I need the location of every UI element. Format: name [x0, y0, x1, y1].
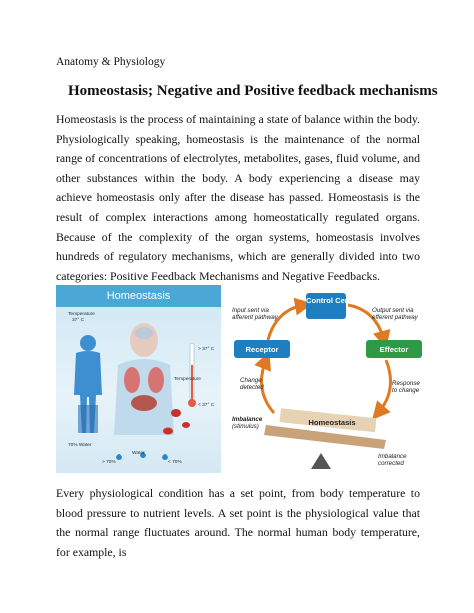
thermometer-icon — [188, 343, 196, 407]
course-header: Anatomy & Physiology — [56, 56, 166, 68]
input-line1: Input sent via — [232, 307, 269, 314]
page-title: Homeostasis; Negative and Positive feedback mechanisms — [68, 83, 438, 99]
effector-label: Effector — [379, 345, 409, 354]
imbalance-line1: Imbalance — [232, 416, 263, 423]
response-line1: Response — [392, 380, 420, 387]
right-temperature-label: Temperature — [174, 377, 201, 382]
change-line1: Change — [240, 377, 262, 384]
response-line2: to change — [392, 387, 420, 394]
water-low-label: < 70% — [168, 460, 182, 465]
homeostasis-plank-label: Homeostasis — [308, 418, 356, 427]
temperature-value: 37° C — [72, 318, 85, 323]
water-high-label: > 70% — [102, 460, 116, 465]
water-percent-label: 70% Water — [68, 443, 92, 448]
water-level — [78, 405, 98, 433]
temperature-label: Temperature — [68, 312, 95, 317]
intro-paragraph: Homeostasis is the process of maintaining a state of balance within the body. Physiologically speaking, homeostasis is the maintenance of the normal range of concentrations of electrolytes, metabolites, gases, fluid volume, and other substances within the body. A body experiencing a disease may achieve homeostasis only after the disease has passed. Homeostasis is the result of complex interactions among homeostatically regulated organs. Because of the complexity of the organ systems, homeostasis involves hundreds of regulatory mechanisms, which are generally divided into two categories: Positive Feedback Mechanisms and Negative Feedbacks. — [56, 112, 420, 283]
figure-banner: Homeostasis — [56, 285, 221, 307]
imbalance-corrected-line2: corrected — [378, 460, 404, 467]
input-line2: afferent pathway — [232, 314, 278, 321]
imbalance-corrected-line1: Imbalance — [378, 453, 407, 460]
receptor-label: Receptor — [245, 345, 279, 354]
setpoint-paragraph: Every physiological condition has a set point, from body temperature to blood pressure to nutrient levels. A set point is the physiological value that the normal range fluctuates around. The normal human body temperature, for example, is — [56, 486, 420, 559]
above-temp-label: > 37° C — [198, 347, 215, 352]
central-torso — [114, 323, 174, 435]
control-centre-label: Control Centre — [306, 296, 360, 305]
homeostasis-body-figure — [56, 285, 221, 473]
imbalance-line2: (stimulus) — [232, 423, 259, 430]
water-label: Water — [132, 451, 145, 456]
below-temp-label: < 37° C — [198, 403, 215, 408]
output-line1: Output sent via — [372, 307, 414, 314]
feedback-loop-diagram — [226, 285, 426, 473]
output-line2: efferent pathway — [372, 314, 418, 321]
change-line2: detected — [240, 384, 264, 391]
